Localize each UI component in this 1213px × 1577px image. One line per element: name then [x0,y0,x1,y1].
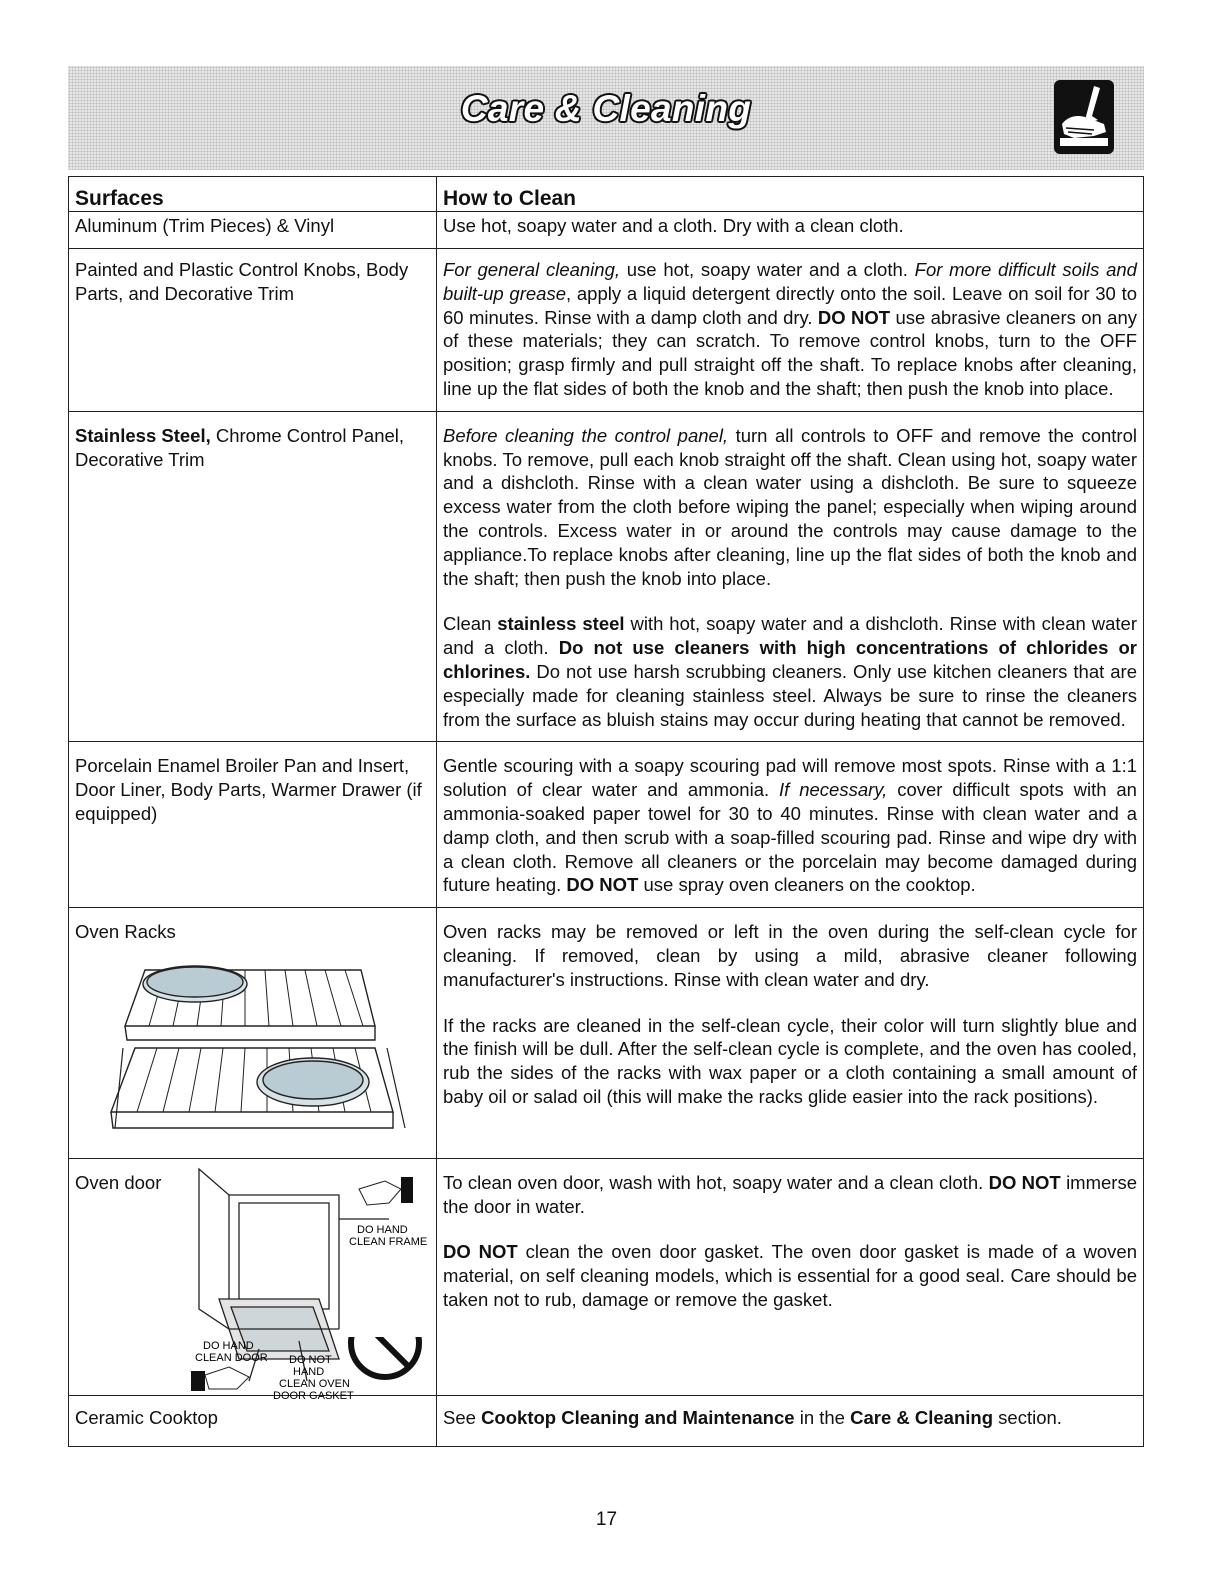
surface-cell: Painted and Plastic Control Knobs, Body Parts, and Decorative Trim [69,249,437,412]
table-row [69,742,1144,908]
how-to-clean-cell [437,1395,1144,1446]
how-to-clean-cell: Use hot, soapy water and a cloth. Dry with a clean cloth. [437,212,1144,249]
figure-label: DO HAND [203,1339,254,1352]
bold-text: DO NOT [443,1241,518,1263]
text-span: See [443,1406,482,1428]
figure-label: DO HAND [357,1223,408,1236]
column-header-surfaces: Surfaces [69,177,437,212]
paragraph: Oven racks may be removed or left in the oven during the self-clean cycle for cleaning. If removed, clean by using a mild, abrasive cleaner following manufacturer's instructions. Rinse with clean water and dry. [443,921,1137,990]
text-span: use hot, soapy water and a cloth. [620,259,915,280]
surface-label: Oven door [75,1171,162,1193]
figure-label: DOOR GASKET [273,1389,354,1402]
no-symbol-icon [351,1337,419,1377]
text-span: Do not use harsh scrubbing cleaners. Only use kitchen cleaners that are especially made for cleaning stainless steel. Always be sure to rinse the cleaners from the surface as bluish stains may occur during heating that cannot be removed. [443,660,1137,730]
bold-text: Stainless Steel, [75,424,211,446]
page-title: Care & Cleaning [460,88,752,129]
table-row [69,1158,1144,1395]
care-cleaning-table [68,176,1144,1447]
text-span: clean the oven door gasket. The oven door gasket is made of a woven material, on self cleaning models, which is essential for a good seal. Care should be taken not to rub, damage or remove the gasket. [443,1241,1137,1310]
surface-cell: Ceramic Cooktop [69,1395,437,1446]
column-header-how-to-clean: How to Clean [437,177,1144,212]
text-span: , apply a liquid detergent directly onto the soil. Leave on soil for 30 to 60 minutes. Rinse with a damp cloth and dry. [443,282,1138,328]
table-row [69,212,1144,249]
table-row [69,908,1144,1159]
text-span: immerse the door in water. [443,1171,1137,1217]
text-span: use abrasive cleaners on any of these materials; they can scratch. To remove control knobs, turn to the OFF position; grasp firmly and pull straight off the shaft. To replace knobs after cleaning, line up the flat sides of both the knob and the shaft; then push the knob into place. [443,306,1137,399]
bold-text: Care & Cleaning [850,1406,994,1428]
how-to-clean-cell [437,249,1144,412]
surface-cell [69,1158,437,1402]
bold-text: Cooktop Cleaning and Maintenance [481,1406,795,1428]
bold-text: DO NOT [817,306,891,328]
italic-text: Before cleaning the control panel, [443,424,729,446]
surface-cell: Aluminum (Trim Pieces) & Vinyl [69,212,437,249]
page-number: 17 [595,1509,618,1530]
oven-racks-illustration [75,952,415,1142]
surface-cell [69,411,437,742]
figure-label: CLEAN DOOR [195,1351,268,1364]
bold-text: Do not use cleaners with high concentrations of chlorides or chlorines. [443,637,1137,682]
text-span: Chrome Control Panel, Decorative Trim [75,424,405,470]
hand-cleaning-icon [1054,80,1114,154]
paragraph: If the racks are cleaned in the self-clean cycle, their color will turn slightly blue and the finish will be dull. After the self-clean cycle is complete, and the oven has cooled, rub the sides of the racks with wax paper or a cloth containing a small amount of baby oil or salad oil (this will make the racks glide easier into the rack positions). [443,1014,1137,1107]
figure-label: HAND [293,1365,325,1378]
how-to-clean-cell [437,908,1144,1159]
surface-cell [69,908,437,1159]
text-span: cover difficult spots with an ammonia-soaked paper towel for 30 to 40 minutes. Rinse with clean water and a damp cloth, and then scrub with a soap-filled scouring pad. Rinse and wipe dry with a clean cloth. Remove all cleaners or the porcelain may become damaged during future heating. [443,779,1137,896]
italic-text: If necessary, [779,779,888,801]
text-span: turn all controls to OFF and remove the control knobs. To remove, pull each knob straight off the shaft. Clean using hot, soapy water and a dishcloth. Rinse with a clean water using a dishcloth. Be sure to squeeze excess water from the cloth before wiping the panel; especially when wiping around the controls. Excess water in or around the controls may cause damage to the appliance.To replace knobs after cleaning, line up the flat sides of both the knob and the shaft; then push the knob into place. [443,424,1137,589]
bold-text: stainless steel [497,613,625,635]
oven-door-gasket-illustration [189,1337,439,1417]
table-row [69,249,1144,412]
bold-text: DO NOT [988,1171,1061,1193]
figure-label: CLEAN FRAME [349,1235,428,1248]
text-span: Clean [443,613,498,635]
figure-label: DO NOT [289,1353,332,1366]
text-span: in the [794,1406,851,1428]
surface-cell: Porcelain Enamel Broiler Pan and Insert, Door Liner, Body Parts, Warmer Drawer (if equipped) [69,742,437,908]
figure-label: CLEAN OVEN [279,1377,350,1390]
table-row [69,411,1144,742]
how-to-clean-cell [437,742,1144,908]
text-span: section. [993,1406,1062,1428]
header-banner [68,66,1144,170]
text-span: with hot, soapy water and a dishcloth. Rinse with clean water and a cloth. [443,613,1137,659]
how-to-clean-cell [437,1158,1144,1395]
italic-text: For more difficult soils and built-up grease [443,259,1137,304]
how-to-clean-cell [437,411,1144,742]
bold-text: DO NOT [566,874,639,896]
hand-cleaning-frame-icon [359,1177,413,1205]
hand-cleaning-door-icon [191,1367,249,1391]
text-span: use spray oven cleaners on the cooktop. [638,874,976,896]
italic-text: For general cleaning, [443,259,621,280]
text-span: To clean oven door, wash with hot, soapy water and a clean cloth. [443,1171,989,1193]
surface-label: Oven Racks [75,921,176,943]
table-header-row [69,177,1144,212]
text-span: Gentle scouring with a soapy scouring pad will remove most spots. Rinse with a 1:1 solution of clear water and ammonia. [443,755,1137,801]
